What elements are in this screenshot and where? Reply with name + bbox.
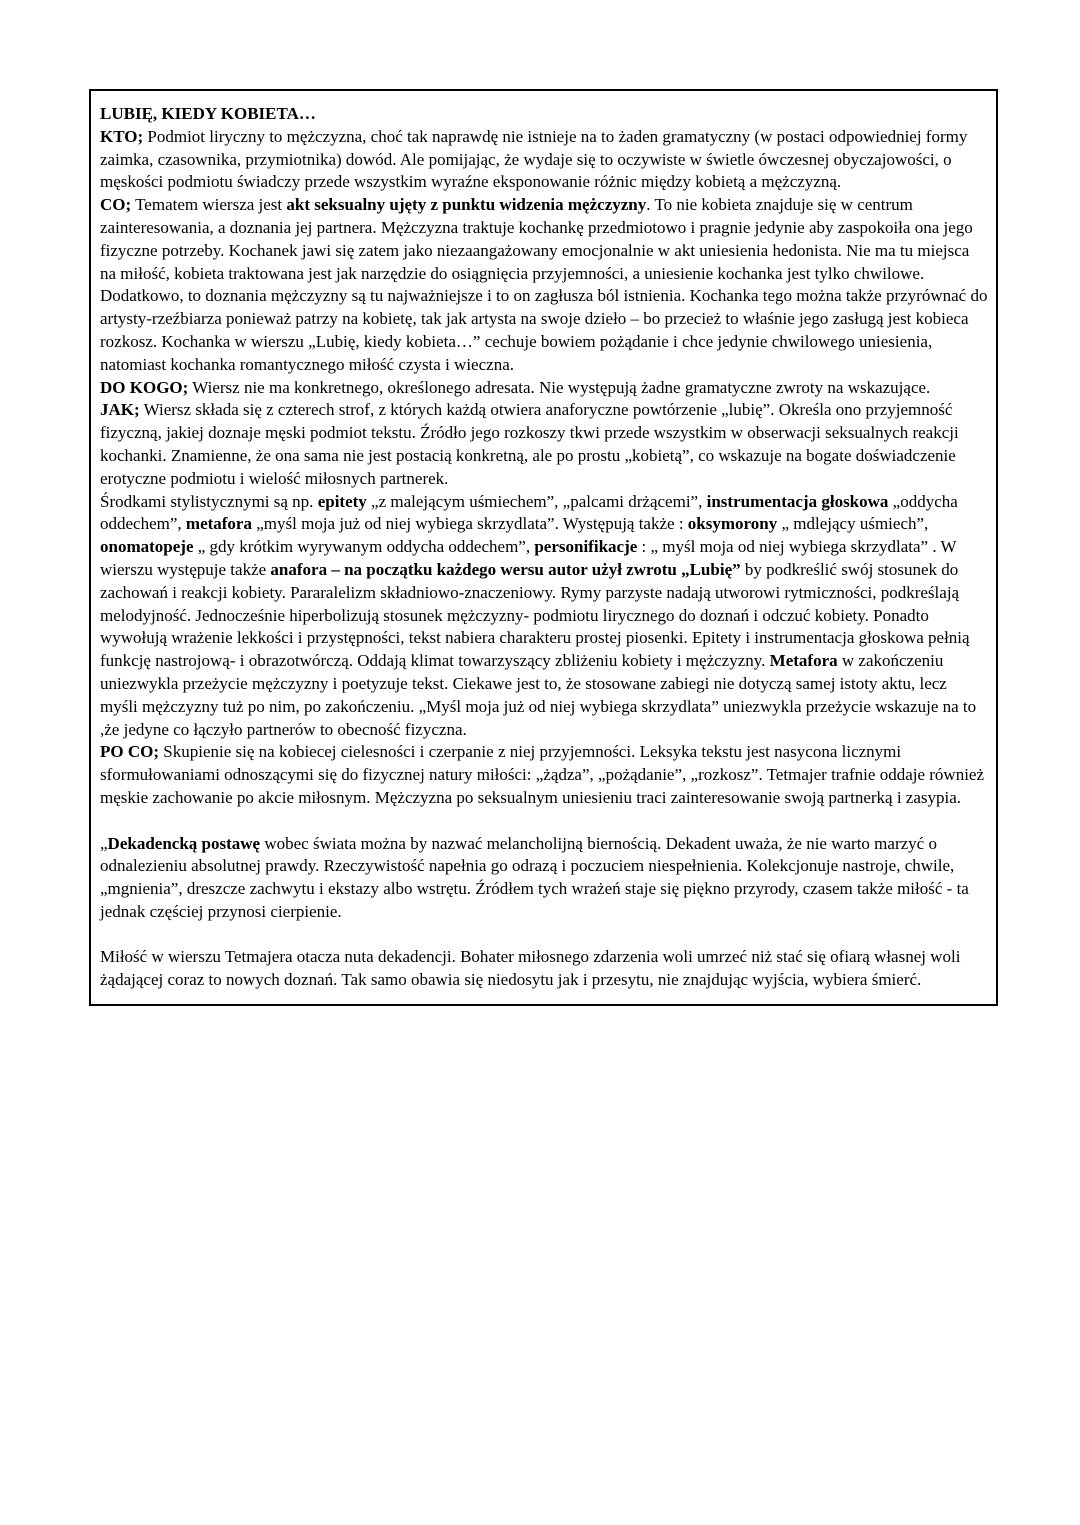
srodki-bold-anafora: anafora – na początku każdego wersu autor użył zwrotu „Lubię” (270, 559, 741, 579)
kto-text: Podmiot liryczny to mężczyzna, choć tak naprawdę nie istnieje na to żaden gramatyczny (w postaci odpowiedniej formy zaimka, czasownika, przymiotnika) dowód. Ale pomijając, że wydaje się to oczywiste w świetle ówczesnej obyczajowości, o męskości podmiotu świadczy przede wszystkim wyraźne eksponowanie różnic między kobietą a mężczyzną. (100, 126, 968, 192)
section-kto (100, 126, 988, 194)
co-text-1: Tematem wiersza jest (131, 195, 287, 215)
kto-label: KTO; (100, 126, 144, 146)
srodki-bold-metafora-2: Metafora (769, 651, 838, 671)
section-po-co (100, 741, 988, 809)
do-kogo-text: Wiersz nie ma konkretnego, określonego adresata. Nie występują żadne gramatyczne zwroty na wskazujące. (188, 377, 931, 397)
po-co-text: Skupienie się na kobiecej cielesności i czerpanie z niej przyjemności. Leksyka tekstu jest nasycona licznymi sformułowaniami odnoszącymi się do fizycznej natury miłości: „żądza”, „pożądanie”, „rozkosz”. Tetmajer trafnie oddaje również męskie zachowanie po akcie miłosnym. Mężczyzna po seksualnym uniesieniu traci zainteresowanie swoją partnerką i zasypia. (100, 742, 985, 807)
srodki-text-8: by podkreślić swój stosunek do zachowań i reakcji kobiety. Pararalelizm składniowo-znaczeniowy. Rymy parzyste nadają utworowi rytmiczności, podkreślają melodyjność. Jednocześnie hiperbolizują stosunek mężczyzny- podmiotu lirycznego do doznań i odczuć kobiety. Ponadto wywołują wrażenie lekkości i przystępności, tekst nabiera charakteru prostej piosenki. Epitety i instrumentacja głoskowa pełnią funkcję nastrojową- i obrazotwórczą. Oddają klimat towarzyszący zbliżeniu kobiety i mężczyzny. (100, 559, 970, 671)
srodki-bold-metafora: metafora (185, 514, 252, 534)
do-kogo-label: DO KOGO; (100, 377, 189, 397)
co-text-2: . To nie kobieta znajduje się w centrum zainteresowania, a doznania jej partnera. Mężczyzna traktuje kochankę przedmiotowo i pragnie jedynie aby zaspokoiła ona jego fizyczne potrzeby. Kochanek jawi się zatem jako niezaangażowany emocjonalnie w akt uniesienia hedonista. Nie ma tu miejsca na miłość, kobieta traktowana jest jak narzędzie do osiągnięcia przyjemności, a uniesienie kochanka jest tylko chwilowe. Dodatkowo, to doznania mężczyzny są tu najważniejsze i to on zagłusza ból istnienia. Kochanka tego można także przyrównać do artysty-rzeźbiarza ponieważ patrzy na kobietę, tak jak artysta na swoje dzieło – bo przecież to właśnie jego zasługą jest kobieca rozkosz. Kochanka w wierszu „Lubię, kiedy kobieta…” cechuje bowiem pożądanie i chce jedynie chwilowego uniesienia, natomiast kochanka romantycznego miłość czysta i wieczna. (100, 195, 988, 374)
srodki-text-3: „oddycha oddechem”, (100, 491, 958, 534)
srodki-text-9: w zakończeniu uniezwykla przeżycie mężczyzny i poetyzuje tekst. Ciekawe jest to, że stosowane zabiegi nie dotyczą samej istoty aktu, lecz myśli mężczyzny tuż po nim, po zakończeniu. „Myśl moja już od niej wybiega skrzydlata” uniezwykla przeżycie wskazuje na to ,że jedyne co łączyło partnerów to obecność fizyczna. (100, 651, 977, 739)
document-title (100, 103, 988, 126)
section-do-kogo (100, 377, 988, 400)
srodki-text-1: Środkami stylistycznymi są np. (100, 491, 318, 511)
srodki-bold-instrumentacja: instrumentacja głoskowa (706, 491, 889, 511)
srodki-text-5: „ mdlejący uśmiech”, (777, 514, 929, 534)
srodki-text-2: „z malejącym uśmiechem”, „palcami drżącemi”, (366, 491, 707, 511)
srodki-bold-onomatopeje: onomatopeje (100, 537, 194, 557)
section-dekadencja (100, 833, 988, 924)
srodki-bold-oksymorony: oksymorony (687, 514, 778, 534)
co-bold-phrase: akt seksualny ujęty z punktu widzenia mężczyzny (286, 195, 647, 215)
section-jak (100, 399, 988, 490)
section-srodki (100, 491, 988, 742)
dekadencja-bold: Dekadencką postawę (107, 833, 261, 853)
paragraph-gap (100, 810, 988, 833)
jak-label: JAK; (100, 400, 140, 420)
srodki-text-6: „ gdy krótkim wyrywanym oddycha oddechem”, (193, 537, 535, 557)
section-co (100, 194, 988, 376)
srodki-text-4: „myśl moja już od niej wybiega skrzydlata”. Występują także : (251, 514, 688, 534)
title-text: LUBIĘ, KIEDY KOBIETA… (100, 104, 316, 123)
jak-text: Wiersz składa się z czterech strof, z których każdą otwiera anaforyczne powtórzenie „lubię”. Określa ono przyjemność fizyczną, jakiej doznaje męski podmiot tekstu. Źródło jego rozkoszy tkwi przede wszystkim w obserwacji seksualnych reakcji kochanki. Znamienne, że ona sama nie jest postacią konkretną, ale po prostu „kobietą”, co wskazuje na bogate doświadczenie erotyczne podmiotu i wielość miłosnych partnerek. (100, 400, 959, 488)
dekadencja-quote-open: „ (100, 833, 108, 853)
srodki-bold-epitety: epitety (317, 491, 367, 511)
srodki-text-7: : „ myśl moja od niej wybiega skrzydlata” . W wierszu występuje także (100, 537, 957, 579)
dekadencja-text: wobec świata można by nazwać melancholijną biernością. Dekadent uważa, że nie warto marzyć o odnalezieniu absolutnej prawdy. Rzeczywistość napełnia go odrazą i poczuciem niespełnienia. Kolekcjonuje nastroje, chwile, „mgnienia”, dreszcze zachwytu i ekstazy albo wstrętu. Źródłem tych wrażeń staje się piękno przyrody, czasem także miłość - ta jednak częściej przynosi cierpienie. (100, 833, 969, 921)
po-co-label: PO CO; (100, 742, 160, 762)
document-box (89, 89, 998, 1006)
paragraph-gap (100, 924, 988, 947)
co-label: CO; (100, 195, 132, 215)
section-milosc (100, 946, 988, 992)
milosc-text: Miłość w wierszu Tetmajera otacza nuta dekadencji. Bohater miłosnego zdarzenia woli umrzeć niż stać się ofiarą własnej woli żądającej coraz to nowych doznań. Tak samo obawia się niedosytu jak i przesytu, nie znajdując wyjścia, wybiera śmierć. (100, 947, 961, 990)
srodki-bold-personifikacje: personifikacje (534, 537, 638, 557)
